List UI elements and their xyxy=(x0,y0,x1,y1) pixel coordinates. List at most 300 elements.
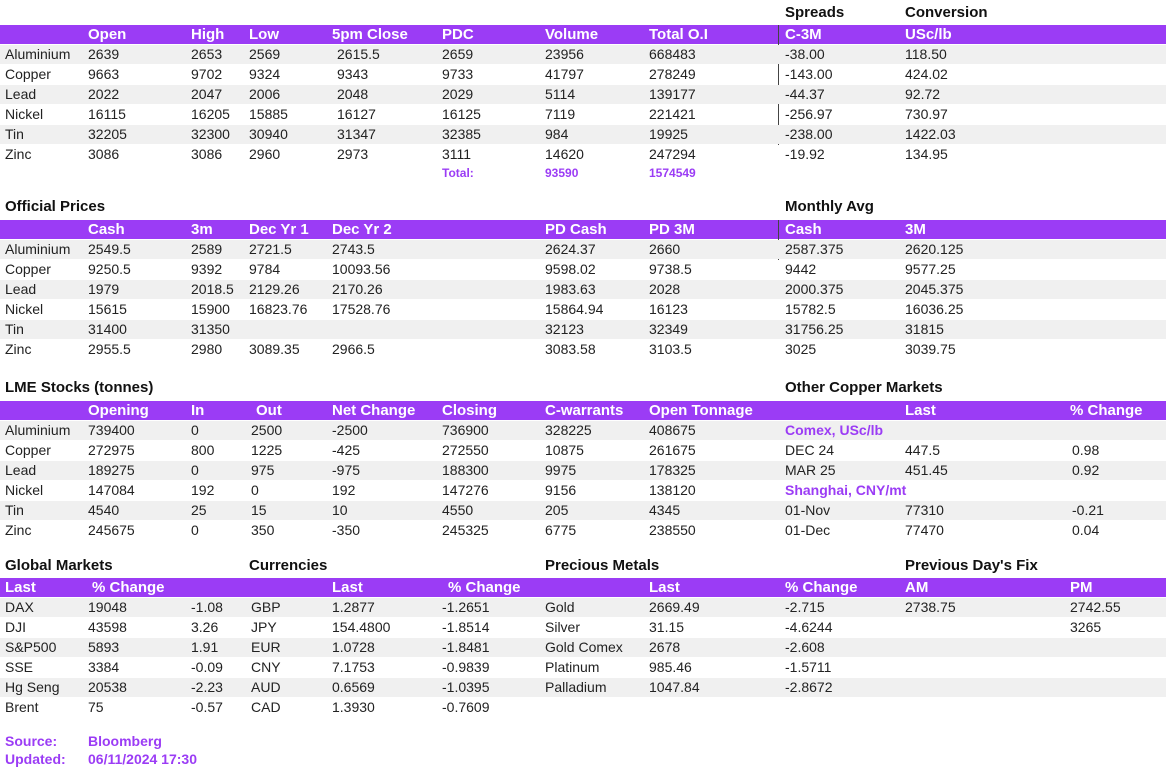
markets-metal: Gold xyxy=(545,599,575,615)
updated-label: Updated: xyxy=(5,751,66,767)
header-dec-yr-1: Dec Yr 1 xyxy=(249,221,309,238)
lme-high: 32300 xyxy=(191,126,230,142)
official-monthly-3m: 2045.375 xyxy=(905,281,964,297)
markets-index-change: 1.91 xyxy=(191,639,219,655)
markets-metal-change: -2.608 xyxy=(785,639,825,655)
official-dec-yr-2: 2170.26 xyxy=(332,281,383,297)
markets-metal-change: -2.715 xyxy=(785,599,825,615)
lme-total-oi: 668483 xyxy=(649,46,696,62)
lme-close: 2048 xyxy=(337,86,369,102)
lme-conversion: 118.50 xyxy=(905,46,947,62)
other-copper-change: 0.98 xyxy=(1072,442,1100,458)
conversion-title: Conversion xyxy=(905,4,988,21)
markets-row xyxy=(0,658,1166,677)
stocks-c-warrants: 9156 xyxy=(545,482,577,498)
lme-spread: -19.92 xyxy=(785,146,825,162)
markets-currency-change: -1.8514 xyxy=(442,619,490,635)
official-dec-yr-1: 3089.35 xyxy=(249,341,300,357)
markets-index-change: -0.09 xyxy=(191,659,223,675)
stocks-c-warrants: 6775 xyxy=(545,522,577,538)
official-monthly-3m: 2620.125 xyxy=(905,241,964,257)
header-opening: Opening xyxy=(88,402,149,419)
header-c-3m: C-3M xyxy=(785,26,822,43)
header-net-change: Net Change xyxy=(332,402,416,419)
stocks-in: 0 xyxy=(191,462,199,478)
lme-conversion: 134.95 xyxy=(905,146,948,162)
markets-currency-change: -0.9839 xyxy=(442,659,490,675)
official-metal: Nickel xyxy=(5,301,44,317)
header-fix-pm: PM xyxy=(1070,579,1093,596)
lme-total-oi: 19925 xyxy=(649,126,688,142)
lme-row xyxy=(0,85,1166,104)
lme-high: 9702 xyxy=(191,66,223,82)
header-global-change: % Change xyxy=(92,579,165,596)
lme-close: 2615.5 xyxy=(337,46,380,62)
lme-volume: 5114 xyxy=(545,86,576,102)
stocks-c-warrants: 205 xyxy=(545,502,569,518)
lme-total-oi: 139177 xyxy=(649,86,696,102)
official-metal: Copper xyxy=(5,261,51,277)
lme-close: 9343 xyxy=(337,66,369,82)
header-open: Open xyxy=(88,26,127,43)
header-precious-change: % Change xyxy=(785,579,858,596)
official-cash: 2955.5 xyxy=(88,341,131,357)
markets-index: DAX xyxy=(5,599,34,615)
markets-currency-last: 1.0728 xyxy=(332,639,375,655)
stocks-in: 25 xyxy=(191,502,207,518)
lme-conversion: 424.02 xyxy=(905,66,948,82)
official-pd-cash: 3083.58 xyxy=(545,341,596,357)
stocks-row xyxy=(0,521,1166,540)
official-pd-cash: 32123 xyxy=(545,321,584,337)
official-dec-yr-2: 2966.5 xyxy=(332,341,375,357)
markets-currency: AUD xyxy=(251,679,281,695)
total-volume: 93590 xyxy=(545,166,579,180)
official-row xyxy=(0,260,1166,279)
lme-spread: -38.00 xyxy=(785,46,825,62)
header-open-tonnage: Open Tonnage xyxy=(649,402,753,419)
lme-spread: -256.97 xyxy=(785,106,833,122)
stocks-out: 0 xyxy=(251,482,259,498)
markets-row xyxy=(0,698,1166,717)
official-dec-yr-2: 2743.5 xyxy=(332,241,375,257)
official-dec-yr-1: 9784 xyxy=(249,261,281,277)
official-metal: Tin xyxy=(5,321,24,337)
lme-row xyxy=(0,45,1166,64)
markets-metal-last: 985.46 xyxy=(649,659,692,675)
markets-row xyxy=(0,618,1166,637)
header-out: Out xyxy=(256,402,282,419)
lme-high: 3086 xyxy=(191,146,223,162)
official-monthly-3m: 9577.25 xyxy=(905,261,956,277)
lme-close: 2973 xyxy=(337,146,369,162)
stocks-in: 192 xyxy=(191,482,215,498)
official-3m: 2018.5 xyxy=(191,281,234,297)
markets-index-last: 43598 xyxy=(88,619,127,635)
stocks-metal: Tin xyxy=(5,502,24,518)
official-row xyxy=(0,300,1166,319)
other-copper-change: 0.04 xyxy=(1072,522,1100,538)
lme-prices-header-row xyxy=(0,25,1166,44)
official-monthly-cash: 2587.375 xyxy=(785,241,844,257)
header-pdc: PDC xyxy=(442,26,474,43)
official-row xyxy=(0,240,1166,259)
markets-index-last: 5893 xyxy=(88,639,120,655)
official-row xyxy=(0,280,1166,299)
official-header-row xyxy=(0,220,1166,239)
markets-metal-last: 2678 xyxy=(649,639,681,655)
header-currency-last: Last xyxy=(332,579,363,596)
official-metal: Aluminium xyxy=(5,241,71,257)
official-pd-cash: 2624.37 xyxy=(545,241,596,257)
lme-metal: Copper xyxy=(5,66,51,82)
stocks-c-warrants: 328225 xyxy=(545,422,592,438)
other-copper-market: MAR 25 xyxy=(785,462,836,478)
official-metal: Zinc xyxy=(5,341,32,357)
stocks-open-tonnage: 178325 xyxy=(649,462,696,478)
stocks-out: 1225 xyxy=(251,442,283,458)
lme-pdc: 16125 xyxy=(442,106,481,122)
stocks-closing: 736900 xyxy=(442,422,489,438)
markets-metal: Palladium xyxy=(545,679,607,695)
markets-fix-am: 2738.75 xyxy=(905,599,956,615)
stocks-closing: 147276 xyxy=(442,482,489,498)
header-pd-cash: PD Cash xyxy=(545,221,607,238)
markets-metal-last: 31.15 xyxy=(649,619,685,635)
markets-metal-last: 1047.84 xyxy=(649,679,700,695)
header-currency-change: % Change xyxy=(448,579,521,596)
stocks-closing: 272550 xyxy=(442,442,489,458)
official-pd-3m: 3103.5 xyxy=(649,341,692,357)
lme-metal: Aluminium xyxy=(5,46,71,62)
official-dec-yr-1: 2129.26 xyxy=(249,281,300,297)
official-monthly-cash: 3025 xyxy=(785,341,817,357)
stocks-metal: Nickel xyxy=(5,482,44,498)
stocks-net-change: -350 xyxy=(332,522,361,538)
other-copper-last: 447.5 xyxy=(905,442,941,458)
lme-open: 16115 xyxy=(88,106,126,122)
markets-fix-pm: 3265 xyxy=(1070,619,1102,635)
markets-currency: CNY xyxy=(251,659,281,675)
official-cash: 1979 xyxy=(88,281,120,297)
stocks-net-change: -2500 xyxy=(332,422,368,438)
official-row xyxy=(0,340,1166,359)
markets-index-last: 75 xyxy=(88,699,104,715)
stocks-metal: Copper xyxy=(5,442,51,458)
monthly-avg-title: Monthly Avg xyxy=(785,198,874,215)
header-total-oi: Total O.I xyxy=(649,26,708,43)
stocks-out: 975 xyxy=(251,462,275,478)
other-copper-market: 01-Dec xyxy=(785,522,831,538)
header-other-change: % Change xyxy=(1070,402,1143,419)
other-copper-title: Other Copper Markets xyxy=(785,379,943,396)
markets-metal-change: -2.8672 xyxy=(785,679,833,695)
stocks-net-change: 10 xyxy=(332,502,348,518)
stocks-row xyxy=(0,461,1166,480)
lme-low: 9324 xyxy=(249,66,281,82)
total-oi: 1574549 xyxy=(649,166,696,180)
header-global-last: Last xyxy=(5,579,36,596)
lme-low: 2006 xyxy=(249,86,281,102)
markets-currency: JPY xyxy=(251,619,277,635)
stocks-row xyxy=(0,501,1166,520)
official-dec-yr-2: 17528.76 xyxy=(332,301,391,317)
lme-low: 2569 xyxy=(249,46,281,62)
header-pd-3m: PD 3M xyxy=(649,221,695,238)
markets-metal-last: 2669.49 xyxy=(649,599,700,615)
other-copper-last: 77310 xyxy=(905,502,944,518)
lme-open: 3086 xyxy=(88,146,120,162)
stocks-c-warrants: 9975 xyxy=(545,462,577,478)
lme-high: 2047 xyxy=(191,86,223,102)
official-3m: 9392 xyxy=(191,261,223,277)
header-low: Low xyxy=(249,26,279,43)
header-monthly-3m: 3M xyxy=(905,221,926,238)
markets-currency-change: -1.2651 xyxy=(442,599,490,615)
lme-close: 16127 xyxy=(337,106,376,122)
official-pd-3m: 2028 xyxy=(649,281,681,297)
stocks-in: 0 xyxy=(191,522,199,538)
header-3m: 3m xyxy=(191,221,213,238)
lme-stocks-title: LME Stocks (tonnes) xyxy=(5,379,154,396)
header-c-warrants: C-warrants xyxy=(545,402,624,419)
stocks-opening: 189275 xyxy=(88,462,135,478)
official-monthly-3m: 3039.75 xyxy=(905,341,956,357)
lme-pdc: 3111 xyxy=(442,146,472,162)
official-row xyxy=(0,320,1166,339)
markets-currency-change: -1.8481 xyxy=(442,639,490,655)
lme-conversion: 1422.03 xyxy=(905,126,956,142)
stocks-opening: 4540 xyxy=(88,502,120,518)
official-cash: 2549.5 xyxy=(88,241,131,257)
official-3m: 31350 xyxy=(191,321,230,337)
lme-low: 15885 xyxy=(249,106,288,122)
other-copper-last: 77470 xyxy=(905,522,944,538)
lme-spread: -143.00 xyxy=(785,66,833,82)
markets-row xyxy=(0,598,1166,617)
lme-total-oi: 221421 xyxy=(649,106,696,122)
stocks-closing: 4550 xyxy=(442,502,474,518)
official-monthly-cash: 2000.375 xyxy=(785,281,844,297)
markets-index: DJI xyxy=(5,619,26,635)
source-value: Bloomberg xyxy=(88,733,162,749)
stocks-opening: 739400 xyxy=(88,422,135,438)
lme-total-oi: 247294 xyxy=(649,146,696,162)
lme-row xyxy=(0,125,1166,144)
markets-index-change: -0.57 xyxy=(191,699,223,715)
official-pd-3m: 9738.5 xyxy=(649,261,692,277)
lme-row xyxy=(0,145,1166,164)
lme-volume: 984 xyxy=(545,126,569,142)
official-monthly-3m: 31815 xyxy=(905,321,944,337)
other-copper-market: DEC 24 xyxy=(785,442,835,458)
official-pd-cash: 15864.94 xyxy=(545,301,604,317)
lme-open: 32205 xyxy=(88,126,127,142)
markets-index-last: 3384 xyxy=(88,659,120,675)
official-monthly-3m: 16036.25 xyxy=(905,301,964,317)
stocks-out: 2500 xyxy=(251,422,283,438)
markets-currency: CAD xyxy=(251,699,281,715)
markets-currency-last: 0.6569 xyxy=(332,679,375,695)
header-closing: Closing xyxy=(442,402,497,419)
markets-currency: EUR xyxy=(251,639,281,655)
markets-currency-change: -1.0395 xyxy=(442,679,490,695)
markets-index-change: 3.26 xyxy=(191,619,219,635)
official-cash: 15615 xyxy=(88,301,127,317)
official-pd-3m: 2660 xyxy=(649,241,681,257)
lme-conversion: 730.97 xyxy=(905,106,948,122)
previous-fix-title: Previous Day's Fix xyxy=(905,557,1038,574)
other-copper-change: -0.21 xyxy=(1072,502,1104,518)
stocks-opening: 245675 xyxy=(88,522,135,538)
official-monthly-cash: 9442 xyxy=(785,261,817,277)
markets-row xyxy=(0,678,1166,697)
header-other-last: Last xyxy=(905,402,936,419)
markets-currency-last: 7.1753 xyxy=(332,659,375,675)
lme-metal: Nickel xyxy=(5,106,44,122)
markets-index-last: 20538 xyxy=(88,679,127,695)
official-prices-title: Official Prices xyxy=(5,198,106,215)
source-label: Source: xyxy=(5,733,58,749)
spreads-title: Spreads xyxy=(785,4,845,21)
header-usc-lb: USc/lb xyxy=(905,26,952,43)
stocks-in: 800 xyxy=(191,442,215,458)
lme-spread: -44.37 xyxy=(785,86,825,102)
markets-index: S&P500 xyxy=(5,639,57,655)
stocks-row xyxy=(0,441,1166,460)
markets-header-row xyxy=(0,578,1166,597)
lme-spread: -238.00 xyxy=(785,126,833,142)
lme-total-oi: 278249 xyxy=(649,66,696,82)
stocks-closing: 245325 xyxy=(442,522,489,538)
markets-currency-last: 1.2877 xyxy=(332,599,375,615)
header-in: In xyxy=(191,402,205,419)
stocks-open-tonnage: 261675 xyxy=(649,442,696,458)
official-monthly-cash: 31756.25 xyxy=(785,321,844,337)
official-dec-yr-1: 16823.76 xyxy=(249,301,308,317)
markets-index-change: -1.08 xyxy=(191,599,223,615)
markets-metal: Silver xyxy=(545,619,581,635)
other-copper-last: 451.45 xyxy=(905,462,948,478)
markets-currency: GBP xyxy=(251,599,281,615)
markets-index: SSE xyxy=(5,659,34,675)
markets-metal: Gold Comex xyxy=(545,639,623,655)
stocks-row xyxy=(0,481,1166,500)
lme-volume: 41797 xyxy=(545,66,584,82)
stocks-net-change: -975 xyxy=(332,462,361,478)
stocks-open-tonnage: 408675 xyxy=(649,422,696,438)
lme-pdc: 32385 xyxy=(442,126,481,142)
header-high: High xyxy=(191,26,225,43)
stocks-closing: 188300 xyxy=(442,462,489,478)
stocks-metal: Lead xyxy=(5,462,37,478)
markets-index: Brent xyxy=(5,699,39,715)
official-pd-cash: 1983.63 xyxy=(545,281,596,297)
stocks-out: 15 xyxy=(251,502,267,518)
markets-currency-change: -0.7609 xyxy=(442,699,490,715)
lme-metal: Tin xyxy=(5,126,24,142)
official-3m: 2980 xyxy=(191,341,223,357)
official-pd-3m: 16123 xyxy=(649,301,688,317)
lme-conversion: 92.72 xyxy=(905,86,941,102)
header-fix-am: AM xyxy=(905,579,929,596)
lme-pdc: 2659 xyxy=(442,46,474,62)
stocks-net-change: 192 xyxy=(332,482,356,498)
header-dec-yr-2: Dec Yr 2 xyxy=(332,221,392,238)
official-3m: 2589 xyxy=(191,241,223,257)
stocks-open-tonnage: 4345 xyxy=(649,502,681,518)
stocks-out: 350 xyxy=(251,522,275,538)
lme-close: 31347 xyxy=(337,126,376,142)
global-markets-title: Global Markets xyxy=(5,557,113,574)
official-dec-yr-2: 10093.56 xyxy=(332,261,391,277)
stocks-net-change: -425 xyxy=(332,442,361,458)
markets-index: Hg Seng xyxy=(5,679,60,695)
lme-open: 2022 xyxy=(88,86,120,102)
markets-metal-change: -1.5711 xyxy=(785,659,832,675)
other-copper-market: 01-Nov xyxy=(785,502,831,518)
markets-currency-last: 1.3930 xyxy=(332,699,375,715)
lme-metal: Lead xyxy=(5,86,37,102)
lme-low: 30940 xyxy=(249,126,288,142)
official-cash: 9250.5 xyxy=(88,261,131,277)
other-copper-market: Shanghai, CNY/mt xyxy=(785,482,907,498)
stocks-row xyxy=(0,421,1166,440)
stocks-in: 0 xyxy=(191,422,199,438)
official-cash: 31400 xyxy=(88,321,127,337)
header-monthly-cash: Cash xyxy=(785,221,822,238)
official-pd-cash: 9598.02 xyxy=(545,261,596,277)
header-5pm-close: 5pm Close xyxy=(332,26,408,43)
lme-volume: 23956 xyxy=(545,46,584,62)
updated-value: 06/11/2024 17:30 xyxy=(88,751,197,767)
markets-metal-change: -4.6244 xyxy=(785,619,833,635)
header-cash: Cash xyxy=(88,221,125,238)
official-pd-3m: 32349 xyxy=(649,321,688,337)
lme-volume: 14620 xyxy=(545,146,584,162)
total-label: Total: xyxy=(442,166,474,180)
currencies-title: Currencies xyxy=(249,557,328,574)
lme-pdc: 2029 xyxy=(442,86,474,102)
markets-index-last: 19048 xyxy=(88,599,127,615)
lme-row xyxy=(0,105,1166,124)
lme-open: 9663 xyxy=(88,66,120,82)
precious-metals-title: Precious Metals xyxy=(545,557,660,574)
markets-index-change: -2.23 xyxy=(191,679,223,695)
lme-pdc: 9733 xyxy=(442,66,474,82)
official-dec-yr-1: 2721.5 xyxy=(249,241,292,257)
stocks-metal: Aluminium xyxy=(5,422,71,438)
lme-low: 2960 xyxy=(249,146,281,162)
lme-metal: Zinc xyxy=(5,146,32,162)
stocks-open-tonnage: 138120 xyxy=(649,482,696,498)
markets-metal: Platinum xyxy=(545,659,600,675)
markets-fix-pm: 2742.55 xyxy=(1070,599,1121,615)
other-copper-market: Comex, USc/lb xyxy=(785,422,884,438)
stocks-metal: Zinc xyxy=(5,522,32,538)
official-3m: 15900 xyxy=(191,301,230,317)
stocks-header-row xyxy=(0,401,1166,420)
header-volume: Volume xyxy=(545,26,599,43)
header-precious-last: Last xyxy=(649,579,680,596)
stocks-open-tonnage: 238550 xyxy=(649,522,696,538)
stocks-opening: 272975 xyxy=(88,442,135,458)
markets-currency-last: 154.4800 xyxy=(332,619,391,635)
markets-row xyxy=(0,638,1166,657)
official-metal: Lead xyxy=(5,281,37,297)
lme-open: 2639 xyxy=(88,46,120,62)
lme-row xyxy=(0,65,1166,84)
